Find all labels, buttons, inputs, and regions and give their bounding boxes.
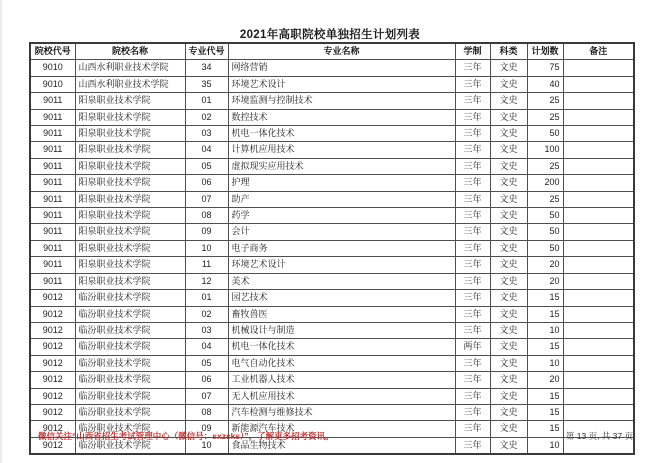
cell-subject-category: 文史: [490, 404, 527, 420]
cell-college-code: 9012: [30, 372, 75, 388]
table-row: [30, 109, 634, 125]
cell-remark: [563, 290, 634, 306]
cell-plan-count: 25: [527, 93, 563, 109]
header-major-name: 专业名称: [228, 43, 455, 60]
cell-college-code: 9011: [30, 240, 75, 256]
cell-remark: [563, 257, 634, 273]
cell-remark: [563, 388, 634, 404]
cell-college-name: 临汾职业技术学院: [75, 372, 185, 388]
cell-college-name: 阳泉职业技术学院: [75, 158, 185, 174]
cell-remark: [563, 404, 634, 420]
cell-college-code: 9011: [30, 224, 75, 240]
table-row: [30, 273, 634, 289]
cell-remark: [563, 93, 634, 109]
cell-major-code: 04: [185, 142, 228, 158]
cell-remark: [563, 355, 634, 371]
cell-college-code: 9012: [30, 437, 75, 454]
cell-major-code: 08: [185, 208, 228, 224]
cell-major-code: 05: [185, 355, 228, 371]
cell-major-name: 机电一体化技术: [228, 339, 455, 355]
cell-major-code: 01: [185, 93, 228, 109]
cell-major-name: 无人机应用技术: [228, 388, 455, 404]
page-edge-shadow-left: [0, 0, 3, 463]
table-row: [30, 93, 634, 109]
cell-plan-count: 10: [527, 437, 563, 454]
cell-subject-category: 文史: [490, 388, 527, 404]
cell-major-name: 畜牧兽医: [228, 306, 455, 322]
cell-remark: [563, 372, 634, 388]
cell-subject-category: 文史: [490, 191, 527, 207]
cell-duration: 三年: [455, 372, 490, 388]
cell-remark: [563, 240, 634, 256]
cell-duration: 三年: [455, 93, 490, 109]
header-duration: 学制: [455, 43, 490, 60]
cell-major-name: 会计: [228, 224, 455, 240]
cell-duration: 三年: [455, 76, 490, 92]
cell-major-name: 药学: [228, 208, 455, 224]
cell-duration: 三年: [455, 126, 490, 142]
table-row: [30, 388, 634, 404]
cell-plan-count: 15: [527, 388, 563, 404]
cell-plan-count: 15: [527, 421, 563, 437]
header-major-code: 专业代号: [185, 43, 228, 60]
cell-remark: [563, 158, 634, 174]
cell-plan-count: 50: [527, 240, 563, 256]
cell-duration: 三年: [455, 109, 490, 125]
header-remarks: 备注: [563, 43, 634, 60]
table-row: [30, 208, 634, 224]
cell-major-name: 电气自动化技术: [228, 355, 455, 371]
cell-major-code: 03: [185, 126, 228, 142]
cell-college-code: 9011: [30, 273, 75, 289]
cell-major-name: 助产: [228, 191, 455, 207]
cell-major-name: 计算机应用技术: [228, 142, 455, 158]
cell-plan-count: 50: [527, 224, 563, 240]
cell-major-code: 10: [185, 437, 228, 454]
cell-major-name: 机电一体化技术: [228, 126, 455, 142]
cell-major-code: 10: [185, 240, 228, 256]
cell-subject-category: 文史: [490, 109, 527, 125]
cell-college-name: 山西水利职业技术学院: [75, 76, 185, 92]
cell-college-name: 临汾职业技术学院: [75, 339, 185, 355]
cell-remark: [563, 175, 634, 191]
cell-duration: 三年: [455, 388, 490, 404]
cell-college-code: 9011: [30, 191, 75, 207]
cell-college-code: 9012: [30, 355, 75, 371]
cell-plan-count: 20: [527, 372, 563, 388]
cell-remark: [563, 109, 634, 125]
cell-remark: [563, 60, 634, 76]
table-row: [30, 240, 634, 256]
cell-plan-count: 25: [527, 158, 563, 174]
cell-subject-category: 文史: [490, 208, 527, 224]
cell-duration: 三年: [455, 273, 490, 289]
cell-major-code: 06: [185, 175, 228, 191]
cell-subject-category: 文史: [490, 257, 527, 273]
cell-plan-count: 20: [527, 257, 563, 273]
cell-subject-category: 文史: [490, 421, 527, 437]
cell-college-code: 9010: [30, 76, 75, 92]
cell-college-code: 9011: [30, 109, 75, 125]
cell-major-name: 食品生物技术: [228, 437, 455, 454]
cell-plan-count: 200: [527, 175, 563, 191]
cell-college-code: 9011: [30, 257, 75, 273]
table-row: [30, 191, 634, 207]
cell-remark: [563, 191, 634, 207]
cell-major-code: 34: [185, 60, 228, 76]
cell-subject-category: 文史: [490, 126, 527, 142]
table-header-row: [30, 43, 634, 60]
table-row: [30, 60, 634, 76]
table-header: [30, 43, 634, 60]
cell-major-code: 11: [185, 257, 228, 273]
cell-plan-count: 10: [527, 355, 563, 371]
table-row: [30, 158, 634, 174]
cell-subject-category: 文史: [490, 175, 527, 191]
header-college-code: 院校代号: [30, 43, 75, 60]
enrollment-plan-table: [29, 42, 635, 455]
cell-college-name: 临汾职业技术学院: [75, 290, 185, 306]
cell-plan-count: 20: [527, 273, 563, 289]
cell-duration: 三年: [455, 240, 490, 256]
cell-major-code: 04: [185, 339, 228, 355]
cell-college-name: 临汾职业技术学院: [75, 306, 185, 322]
cell-major-name: 机械设计与制造: [228, 322, 455, 338]
cell-remark: [563, 339, 634, 355]
cell-plan-count: 50: [527, 208, 563, 224]
cell-major-name: 数控技术: [228, 109, 455, 125]
cell-duration: 三年: [455, 355, 490, 371]
cell-subject-category: 文史: [490, 372, 527, 388]
cell-duration: 三年: [455, 404, 490, 420]
cell-duration: 两年: [455, 339, 490, 355]
cell-college-name: 阳泉职业技术学院: [75, 208, 185, 224]
footer-notice: 微信关注“山西省招生考试管理中心（微信号：sxzsks）”，了解更多招考资讯。: [38, 431, 334, 441]
cell-college-code: 9012: [30, 322, 75, 338]
cell-major-code: 09: [185, 224, 228, 240]
table-row: [30, 372, 634, 388]
cell-college-code: 9011: [30, 175, 75, 191]
table-row: [30, 290, 634, 306]
cell-duration: 三年: [455, 224, 490, 240]
table-row: [30, 404, 634, 420]
cell-college-name: 阳泉职业技术学院: [75, 175, 185, 191]
cell-subject-category: 文史: [490, 339, 527, 355]
cell-college-code: 9011: [30, 142, 75, 158]
cell-major-name: 园艺技术: [228, 290, 455, 306]
header-college-name: 院校名称: [75, 43, 185, 60]
cell-major-code: 07: [185, 388, 228, 404]
cell-subject-category: 文史: [490, 273, 527, 289]
cell-duration: 三年: [455, 60, 490, 76]
table-row: [30, 322, 634, 338]
cell-subject-category: 文史: [490, 290, 527, 306]
cell-subject-category: 文史: [490, 93, 527, 109]
table-row: [30, 224, 634, 240]
cell-college-name: 临汾职业技术学院: [75, 355, 185, 371]
header-plan-count: 计划数: [527, 43, 563, 60]
cell-major-code: 05: [185, 158, 228, 174]
cell-duration: 三年: [455, 290, 490, 306]
cell-college-code: 9011: [30, 158, 75, 174]
cell-major-name: 环境艺术设计: [228, 76, 455, 92]
cell-college-code: 9012: [30, 290, 75, 306]
cell-major-code: 01: [185, 290, 228, 306]
cell-subject-category: 文史: [490, 355, 527, 371]
cell-major-code: 06: [185, 372, 228, 388]
table-row: [30, 257, 634, 273]
cell-remark: [563, 224, 634, 240]
cell-subject-category: 文史: [490, 76, 527, 92]
cell-college-name: 临汾职业技术学院: [75, 404, 185, 420]
cell-subject-category: 文史: [490, 158, 527, 174]
cell-major-name: 虚拟现实应用技术: [228, 158, 455, 174]
cell-remark: [563, 273, 634, 289]
cell-major-code: 02: [185, 306, 228, 322]
cell-plan-count: 40: [527, 76, 563, 92]
cell-college-name: 临汾职业技术学院: [75, 437, 185, 454]
cell-major-name: 环境监测与控制技术: [228, 93, 455, 109]
table-row: [30, 76, 634, 92]
cell-college-name: 临汾职业技术学院: [75, 388, 185, 404]
cell-major-code: 12: [185, 273, 228, 289]
cell-college-code: 9012: [30, 388, 75, 404]
cell-duration: 三年: [455, 142, 490, 158]
table-body: [30, 60, 634, 454]
cell-duration: 三年: [455, 191, 490, 207]
cell-plan-count: 15: [527, 306, 563, 322]
cell-subject-category: 文史: [490, 240, 527, 256]
cell-plan-count: 50: [527, 126, 563, 142]
table-row: [30, 175, 634, 191]
cell-college-name: 阳泉职业技术学院: [75, 224, 185, 240]
footer-page-info: 第 13 页, 共 37 页: [565, 431, 633, 441]
cell-college-name: 山西水利职业技术学院: [75, 60, 185, 76]
cell-college-code: 9011: [30, 208, 75, 224]
cell-major-name: 工业机器人技术: [228, 372, 455, 388]
cell-subject-category: 文史: [490, 60, 527, 76]
cell-major-code: 07: [185, 191, 228, 207]
cell-remark: [563, 208, 634, 224]
cell-subject-category: 文史: [490, 142, 527, 158]
cell-plan-count: 100: [527, 142, 563, 158]
cell-remark: [563, 142, 634, 158]
cell-duration: 三年: [455, 257, 490, 273]
cell-college-name: 阳泉职业技术学院: [75, 273, 185, 289]
cell-subject-category: 文史: [490, 437, 527, 454]
cell-remark: [563, 126, 634, 142]
cell-college-code: 9010: [30, 60, 75, 76]
table-row: [30, 126, 634, 142]
cell-college-code: 9012: [30, 306, 75, 322]
cell-major-name: 新能源汽车技术: [228, 421, 455, 437]
table-row: [30, 142, 634, 158]
cell-major-name: 护理: [228, 175, 455, 191]
cell-major-name: 环境艺术设计: [228, 257, 455, 273]
cell-plan-count: 10: [527, 322, 563, 338]
cell-college-name: 阳泉职业技术学院: [75, 191, 185, 207]
cell-remark: [563, 76, 634, 92]
cell-college-name: 阳泉职业技术学院: [75, 126, 185, 142]
cell-major-code: 02: [185, 109, 228, 125]
cell-duration: 三年: [455, 421, 490, 437]
cell-major-code: 35: [185, 76, 228, 92]
cell-duration: 三年: [455, 437, 490, 454]
cell-remark: [563, 322, 634, 338]
cell-major-name: 网络营销: [228, 60, 455, 76]
cell-college-code: 9011: [30, 126, 75, 142]
cell-remark: [563, 306, 634, 322]
cell-college-name: 阳泉职业技术学院: [75, 257, 185, 273]
cell-duration: 三年: [455, 175, 490, 191]
cell-college-name: 阳泉职业技术学院: [75, 142, 185, 158]
cell-college-code: 9011: [30, 93, 75, 109]
header-subject-category: 科类: [490, 43, 527, 60]
cell-plan-count: 15: [527, 290, 563, 306]
cell-subject-category: 文史: [490, 322, 527, 338]
table-row: [30, 355, 634, 371]
cell-plan-count: 25: [527, 191, 563, 207]
cell-college-code: 9012: [30, 421, 75, 437]
cell-plan-count: 25: [527, 109, 563, 125]
cell-college-code: 9012: [30, 339, 75, 355]
cell-duration: 三年: [455, 322, 490, 338]
cell-major-code: 03: [185, 322, 228, 338]
cell-major-code: 08: [185, 404, 228, 420]
cell-major-name: 美术: [228, 273, 455, 289]
table-row: [30, 306, 634, 322]
page-title: 2021年高职院校单独招生计划列表: [239, 29, 421, 41]
cell-major-code: 09: [185, 421, 228, 437]
cell-subject-category: 文史: [490, 306, 527, 322]
cell-major-name: 汽车检测与维修技术: [228, 404, 455, 420]
cell-plan-count: 75: [527, 60, 563, 76]
cell-duration: 三年: [455, 208, 490, 224]
table-row: [30, 339, 634, 355]
cell-plan-count: 15: [527, 339, 563, 355]
cell-college-name: 阳泉职业技术学院: [75, 240, 185, 256]
cell-plan-count: 15: [527, 404, 563, 420]
cell-college-name: 阳泉职业技术学院: [75, 93, 185, 109]
cell-college-name: 阳泉职业技术学院: [75, 109, 185, 125]
cell-college-name: 临汾职业技术学院: [75, 322, 185, 338]
cell-duration: 三年: [455, 158, 490, 174]
cell-subject-category: 文史: [490, 224, 527, 240]
cell-duration: 三年: [455, 306, 490, 322]
cell-college-name: 临汾职业技术学院: [75, 421, 185, 437]
cell-college-code: 9012: [30, 404, 75, 420]
cell-major-name: 电子商务: [228, 240, 455, 256]
